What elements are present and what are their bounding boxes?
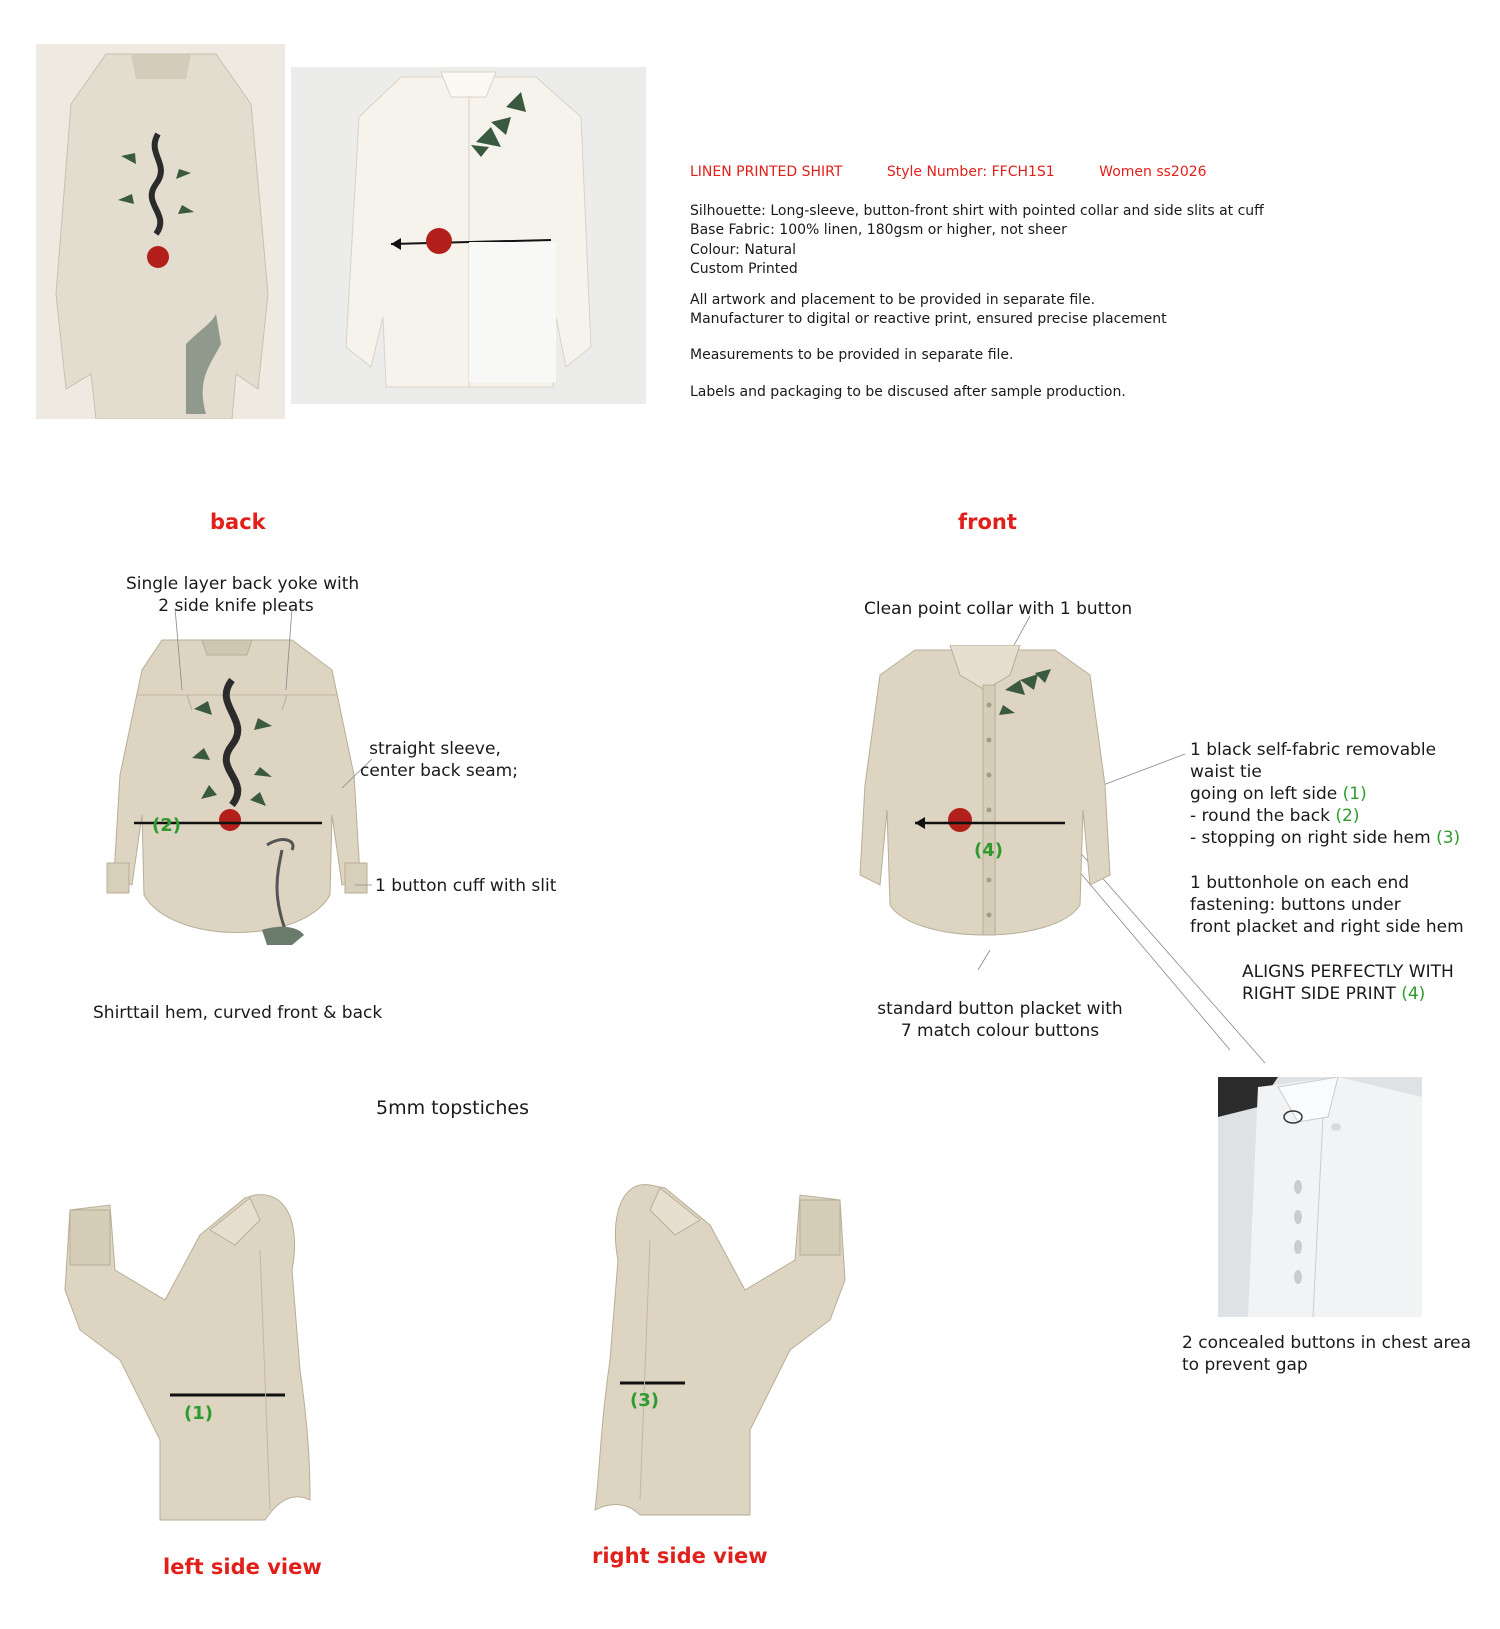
buttonhole-line-2: fastening: buttons under	[1190, 895, 1401, 915]
concealed-line-2: to prevent gap	[1182, 1355, 1308, 1375]
spec-artwork-1: All artwork and placement to be provided in separate file.	[690, 292, 1096, 308]
back-cuff-label: 1 button cuff with slit	[375, 876, 557, 896]
right-marker-3: (3)	[630, 1390, 659, 1411]
placket-label	[865, 998, 1135, 1042]
back-yoke-line-2: 2 side knife pleats	[158, 596, 314, 616]
buttonhole-line-3: front placket and right side hem	[1190, 917, 1464, 937]
buttonhole-label	[1190, 872, 1464, 938]
concealed-line-1: 2 concealed buttons in chest area	[1182, 1333, 1471, 1353]
spec-colour: Colour: Natural	[690, 242, 796, 258]
right-side-view-label: right side view	[592, 1544, 768, 1568]
waist-tie-num-3: (3)	[1436, 828, 1461, 848]
buttonhole-line-1: 1 buttonhole on each end	[1190, 873, 1410, 893]
back-sleeve-label	[360, 738, 518, 782]
back-sleeve-line-1: straight sleeve,	[369, 739, 501, 759]
waist-tie-line-5	[1190, 827, 1460, 849]
front-shirt-drawing	[855, 645, 1115, 945]
back-hem-label: Shirttail hem, curved front & back	[93, 1003, 383, 1023]
style-number: Style Number: FFCH1S1	[886, 164, 1055, 180]
back-yoke-line-1: Single layer back yoke with	[126, 574, 360, 594]
waist-tie-label	[1190, 739, 1460, 849]
align-num-4: (4)	[1401, 984, 1426, 1004]
waist-tie-line-4	[1190, 805, 1460, 827]
waist-tie-line-2: waist tie	[1190, 762, 1262, 782]
waist-tie-text-5: - stopping on right side hem	[1190, 828, 1431, 848]
spec-fabric: Base Fabric: 100% linen, 180gsm or higher, not sheer	[690, 222, 1067, 238]
back-marker-2: (2)	[152, 815, 181, 836]
waist-tie-text-3: going on left side	[1190, 784, 1338, 804]
align-text-2: RIGHT SIDE PRINT	[1242, 984, 1396, 1004]
placket-line-2: 7 match colour buttons	[900, 1021, 1100, 1041]
waist-tie-num-1: (1)	[1342, 784, 1367, 804]
front-heading: front	[958, 510, 1017, 534]
season: Women ss2026	[1099, 164, 1207, 180]
spec-artwork-2: Manufacturer to digital or reactive print, ensured precise placement	[690, 311, 1167, 327]
align-line-1: ALIGNS PERFECTLY WITH	[1242, 962, 1454, 982]
waist-tie-line-3	[1190, 783, 1460, 805]
spec-print: Custom Printed	[690, 261, 798, 277]
waist-tie-line-1: 1 black self-fabric removable	[1190, 740, 1437, 760]
left-side-view-label: left side view	[163, 1555, 322, 1579]
topstitch-label: 5mm topstiches	[376, 1097, 529, 1119]
front-marker-4: (4)	[974, 840, 1003, 861]
align-line-2	[1242, 983, 1454, 1005]
front-collar-label: Clean point collar with 1 button	[864, 599, 1133, 619]
spec-silhouette: Silhouette: Long-sleeve, button-front shirt with pointed collar and side slits at cuff	[690, 203, 1264, 219]
left-side-shirt-drawing	[60, 1190, 320, 1530]
concealed-label	[1182, 1332, 1471, 1376]
back-heading: back	[210, 510, 266, 534]
placket-line-1: standard button placket with	[877, 999, 1123, 1019]
waist-tie-num-2: (2)	[1335, 806, 1360, 826]
right-side-shirt-drawing	[590, 1180, 850, 1520]
concealed-buttons-photo	[1218, 1077, 1422, 1317]
spec-title: LINEN PRINTED SHIRT	[690, 164, 843, 180]
align-label	[1242, 961, 1454, 1005]
back-sleeve-line-2: center back seam;	[360, 761, 518, 781]
spec-measurements: Measurements to be provided in separate file.	[690, 347, 1014, 363]
waist-tie-text-4: - round the back	[1190, 806, 1331, 826]
left-marker-1: (1)	[184, 1403, 213, 1424]
spec-labels: Labels and packaging to be discused after sample production.	[690, 384, 1126, 400]
